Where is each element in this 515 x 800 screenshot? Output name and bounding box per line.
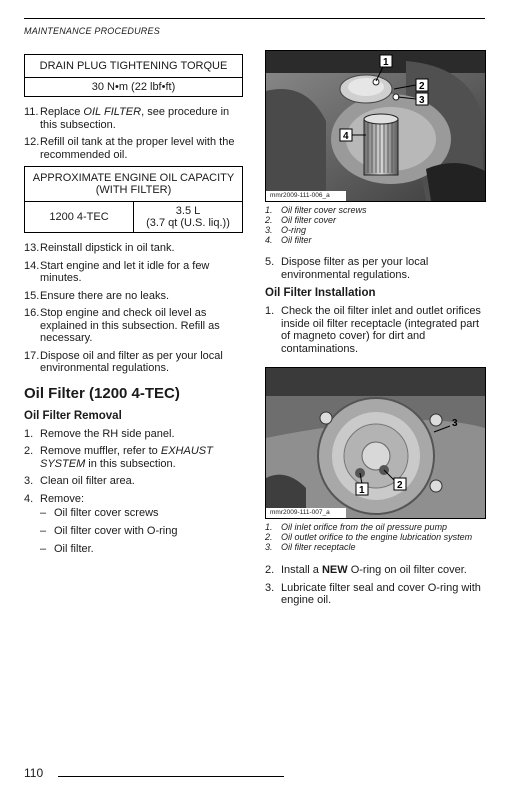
capacity-table-title: APPROXIMATE ENGINE OIL CAPACITY (WITH FILTER) xyxy=(25,167,243,202)
section-header: MAINTENANCE PROCEDURES xyxy=(24,26,160,36)
steps-list-b xyxy=(24,242,243,375)
torque-table xyxy=(24,54,243,97)
figure-oil-filter-removal xyxy=(265,50,486,202)
list-item: 2. Install a NEW O-ring on oil filter cover. xyxy=(265,564,467,576)
list-item xyxy=(24,106,243,131)
callout-4: 4 xyxy=(343,131,349,142)
step-5-list xyxy=(265,256,486,281)
list-item: – Oil filter. xyxy=(40,543,94,555)
left-column xyxy=(24,54,243,566)
header-rule xyxy=(24,18,485,19)
list-item: – Oil filter cover screws xyxy=(40,507,159,519)
engine-photo-1 xyxy=(266,51,485,201)
list-item: 16. Stop engine and check oil level as explained in this subsection. Refill as necessary. xyxy=(24,307,220,344)
callout-2: 2 xyxy=(419,81,425,92)
list-item: 17. Dispose oil and filter as per your local environmental regulations. xyxy=(24,349,223,374)
figure-caption: mmr2009-111-006_a xyxy=(270,192,330,199)
list-item: 4. Remove: – Oil filter cover screws – Oil filter cover with O-ring – Oil filter. xyxy=(24,493,243,562)
removal-steps xyxy=(24,428,243,562)
legend-item: 3. Oil filter receptacle xyxy=(265,542,356,552)
list-item: 3. Clean oil filter area. xyxy=(24,475,135,487)
legend-item: 1. Oil filter cover screws xyxy=(265,205,367,215)
steps-list-a xyxy=(24,106,243,161)
callout-1: 1 xyxy=(359,485,365,496)
capacity-engine: 1200 4-TEC xyxy=(25,202,134,233)
reference-link[interactable]: EXHAUST SYSTEM xyxy=(40,445,213,470)
callout-3: 3 xyxy=(452,418,458,429)
subsection-title: Oil Filter Installation xyxy=(265,287,376,299)
figure-caption: mmr2009-111-007_a xyxy=(270,509,330,516)
legend-item: 3. O-ring xyxy=(265,225,307,235)
footer-rule xyxy=(58,776,284,777)
list-item xyxy=(24,136,243,161)
installation-steps xyxy=(265,305,486,355)
torque-table-value: 30 N•m (22 lbf•ft) xyxy=(25,78,243,97)
callout-1: 1 xyxy=(383,57,389,68)
step-text: Replace OIL FILTER, see procedure in this subsection. xyxy=(40,106,230,131)
torque-table-title: DRAIN PLUG TIGHTENING TORQUE xyxy=(25,55,243,78)
legend-item: 2. Oil filter cover xyxy=(265,215,337,225)
callout-3: 3 xyxy=(419,95,425,106)
legend-item: 4. Oil filter xyxy=(265,235,312,245)
step-number: 11. xyxy=(24,106,39,118)
figure-legend xyxy=(265,522,486,552)
list-item: 14. Start engine and let it idle for a few minutes. xyxy=(24,259,210,284)
subsection-title: Oil Filter Removal xyxy=(24,409,122,422)
engine-photo-2 xyxy=(266,368,485,518)
legend-item: 2. Oil outlet orifice to the engine lubrication system xyxy=(265,532,473,542)
step-text: Refill oil tank at the proper level with the recommended oil. xyxy=(40,136,235,161)
reference-link[interactable]: OIL FILTER xyxy=(83,106,142,118)
page-number: 110 xyxy=(24,766,44,780)
section-title: Oil Filter (1200 4-TEC) xyxy=(24,384,180,402)
capacity-value: 3.5 L (3.7 qt (U.S. liq.)) xyxy=(134,202,243,233)
callout-2: 2 xyxy=(397,480,403,491)
step-number: 12. xyxy=(24,136,40,148)
list-item: – Oil filter cover with O-ring xyxy=(40,525,178,537)
list-item: 5. Dispose filter as per your local environmental regulations. xyxy=(265,256,429,281)
list-item: 13. Reinstall dipstick in oil tank. xyxy=(24,242,175,254)
remove-items xyxy=(40,507,243,561)
capacity-table xyxy=(24,166,243,233)
right-column xyxy=(265,50,486,612)
list-item: 2. Remove muffler, refer to EXHAUST SYSTEM in this subsection. xyxy=(24,445,213,470)
list-item: 3. Lubricate filter seal and cover O-ring with engine oil. xyxy=(265,581,481,606)
legend-item: 1. Oil inlet orifice from the oil pressure pump xyxy=(265,522,448,532)
list-item: 1. Remove the RH side panel. xyxy=(24,427,175,440)
list-item: 1. Check the oil filter inlet and outlet orifices inside oil filter receptacle (integrated part of magneto cover) for dirt and contaminations. xyxy=(265,305,481,355)
figure-legend xyxy=(265,205,486,245)
installation-steps-cont xyxy=(265,564,486,607)
figure-oil-filter-receptacle xyxy=(265,367,486,519)
list-item: 15. Ensure there are no leaks. xyxy=(24,289,170,302)
